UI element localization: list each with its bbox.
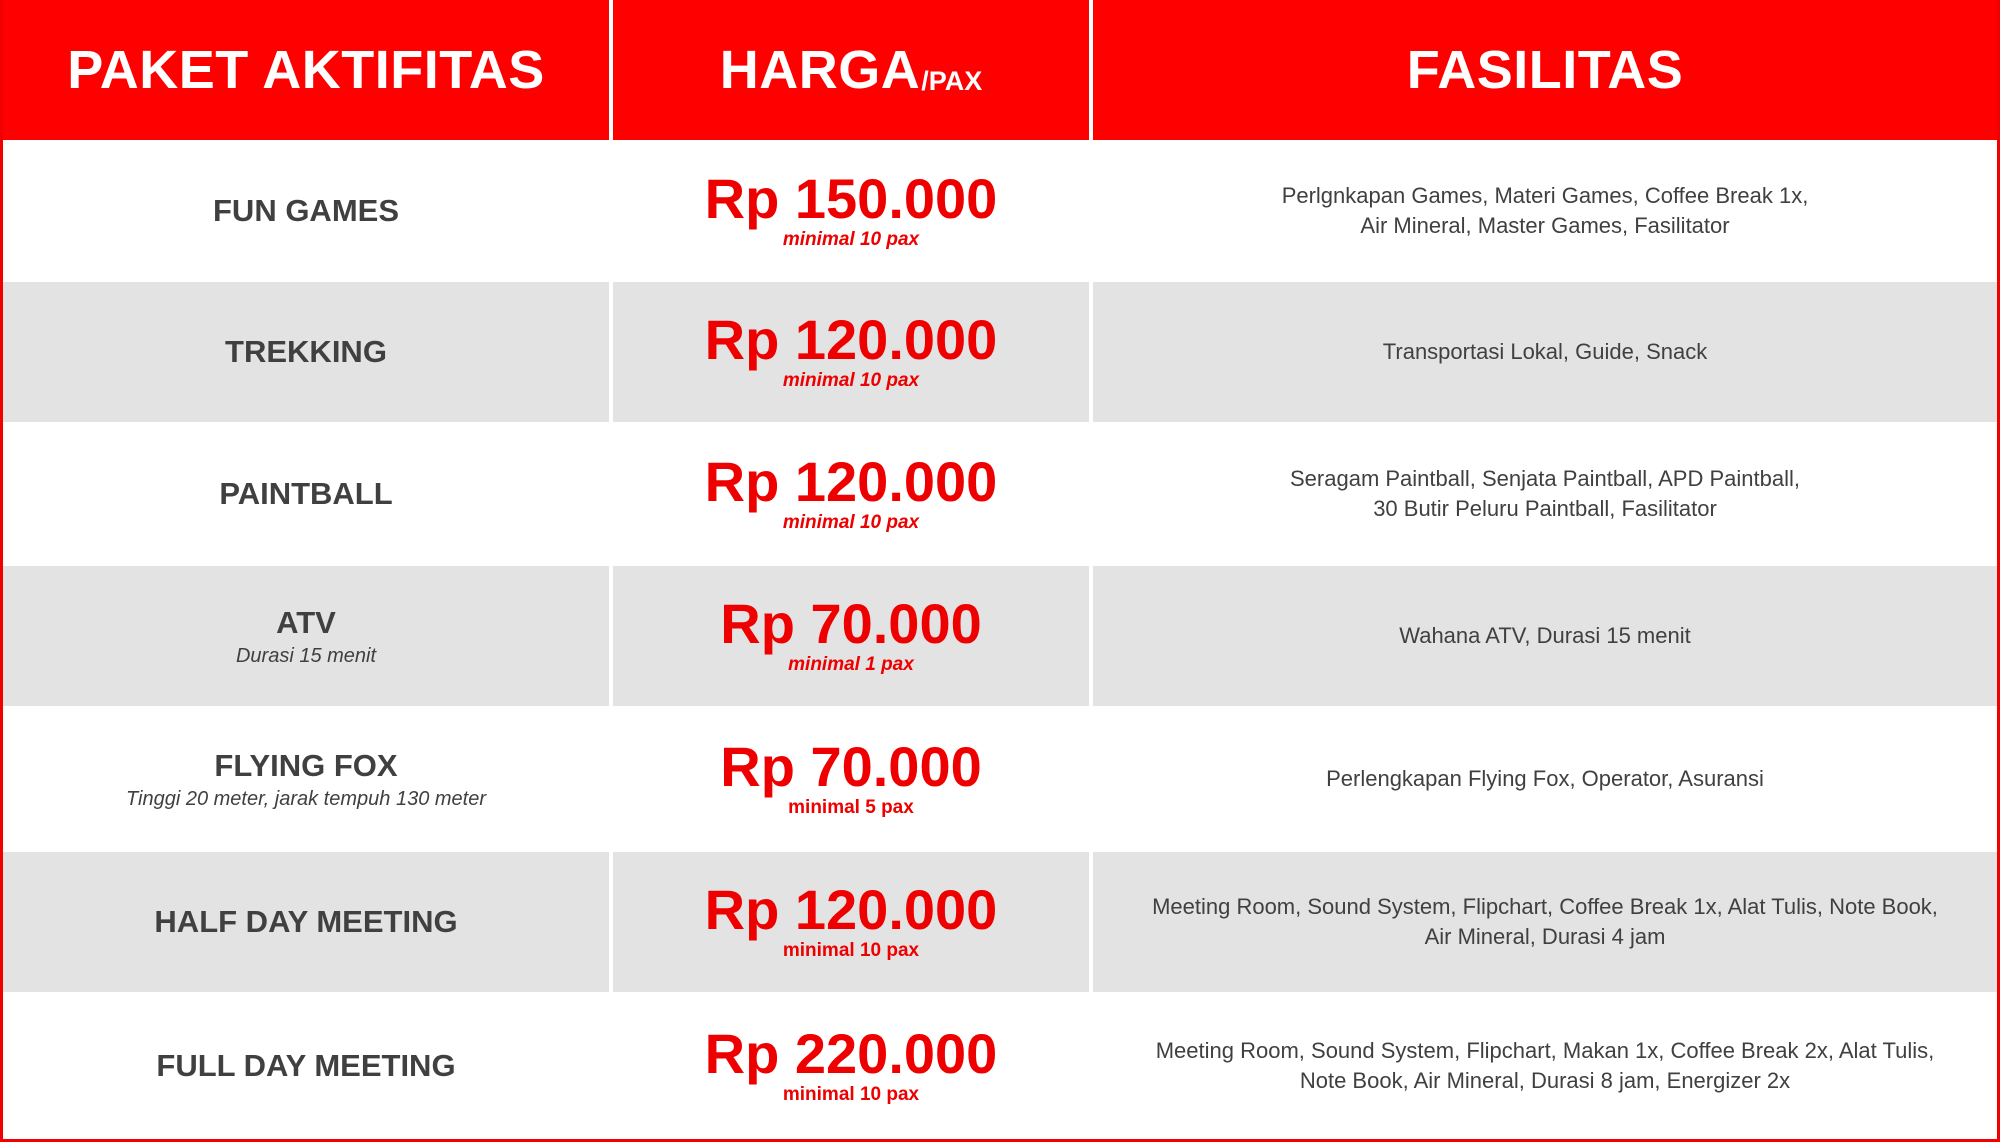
package-note: Tinggi 20 meter, jarak tempuh 130 meter (125, 787, 486, 810)
price-value: Rp 220.000 (704, 1021, 998, 1085)
package-cell (3, 992, 613, 1139)
header-col1-label: PAKET AKTIFITAS (67, 40, 545, 100)
package-name: TREKKING (225, 334, 387, 369)
facility-cell (1093, 852, 1997, 992)
facility-cell (1093, 706, 1997, 852)
facility-line: Air Mineral, Master Games, Fasilitator (1360, 213, 1730, 238)
facility-cell (1093, 140, 1997, 282)
package-cell (3, 706, 613, 852)
package-note: Durasi 15 menit (235, 644, 377, 667)
package-cell (3, 422, 613, 566)
price-cell (613, 422, 1093, 566)
facility-line: Meeting Room, Sound System, Flipchart, Coffee Break 1x, Alat Tulis, Note Book, (1152, 894, 1938, 919)
price-value: Rp 70.000 (720, 735, 982, 798)
facility-line: Seragam Paintball, Senjata Paintball, APD Paintball, (1290, 466, 1800, 491)
package-name: FULL DAY MEETING (156, 1047, 456, 1083)
table-header (3, 0, 1997, 140)
table-row (3, 282, 1997, 422)
minimal-pax: minimal 1 pax (788, 654, 914, 675)
table-row (3, 706, 1997, 852)
minimal-pax: minimal 10 pax (782, 1083, 920, 1105)
header-col2-sublabel: /PAX (921, 66, 983, 96)
facility-line: Meeting Room, Sound System, Flipchart, Makan 1x, Coffee Break 2x, Alat Tulis, (1155, 1037, 1935, 1063)
header-harga (613, 0, 1093, 140)
table-row (3, 140, 1997, 282)
package-name: PAINTBALL (219, 476, 393, 511)
header-col2-label: HARGA (719, 40, 921, 100)
minimal-pax: minimal 5 pax (788, 797, 914, 818)
price-value: Rp 70.000 (720, 592, 982, 655)
facility-line: Wahana ATV, Durasi 15 menit (1399, 623, 1691, 648)
header-fasilitas (1093, 0, 1997, 140)
minimal-pax: minimal 10 pax (782, 229, 920, 250)
package-name: FLYING FOX (214, 747, 398, 783)
table-row (3, 566, 1997, 706)
price-cell (613, 706, 1093, 852)
facility-cell (1093, 282, 1997, 422)
price-value: Rp 150.000 (704, 167, 998, 230)
minimal-pax: minimal 10 pax (782, 512, 920, 533)
price-cell (613, 282, 1093, 422)
header-paket-aktifitas (3, 0, 613, 140)
minimal-pax: minimal 10 pax (782, 940, 920, 961)
facility-cell (1093, 422, 1997, 566)
package-name: ATV (276, 604, 336, 640)
facility-line: Perlgnkapan Games, Materi Games, Coffee Break 1x, (1281, 183, 1809, 208)
header-col3-label: FASILITAS (1406, 40, 1684, 100)
facility-line: Note Book, Air Mineral, Durasi 8 jam, Energizer 2x (1299, 1067, 1791, 1093)
price-cell (613, 566, 1093, 706)
price-cell (613, 140, 1093, 282)
facility-cell (1093, 566, 1997, 706)
package-cell (3, 282, 613, 422)
price-cell (613, 992, 1093, 1139)
package-cell (3, 852, 613, 992)
price-value: Rp 120.000 (704, 308, 998, 371)
facility-cell (1093, 992, 1997, 1139)
facility-line: Transportasi Lokal, Guide, Snack (1382, 339, 1708, 364)
facility-line: Perlengkapan Flying Fox, Operator, Asuransi (1326, 766, 1764, 791)
package-cell (3, 140, 613, 282)
price-cell (613, 852, 1093, 992)
facility-line: 30 Butir Peluru Paintball, Fasilitator (1373, 496, 1717, 521)
table-row (3, 422, 1997, 566)
minimal-pax: minimal 10 pax (782, 370, 920, 391)
package-cell (3, 566, 613, 706)
table-row (3, 852, 1997, 992)
price-value: Rp 120.000 (704, 878, 998, 941)
facility-line: Air Mineral, Durasi 4 jam (1424, 924, 1666, 949)
table-row (3, 992, 1997, 1139)
package-name: HALF DAY MEETING (154, 904, 458, 939)
price-value: Rp 120.000 (704, 450, 998, 513)
package-name: FUN GAMES (213, 193, 399, 228)
